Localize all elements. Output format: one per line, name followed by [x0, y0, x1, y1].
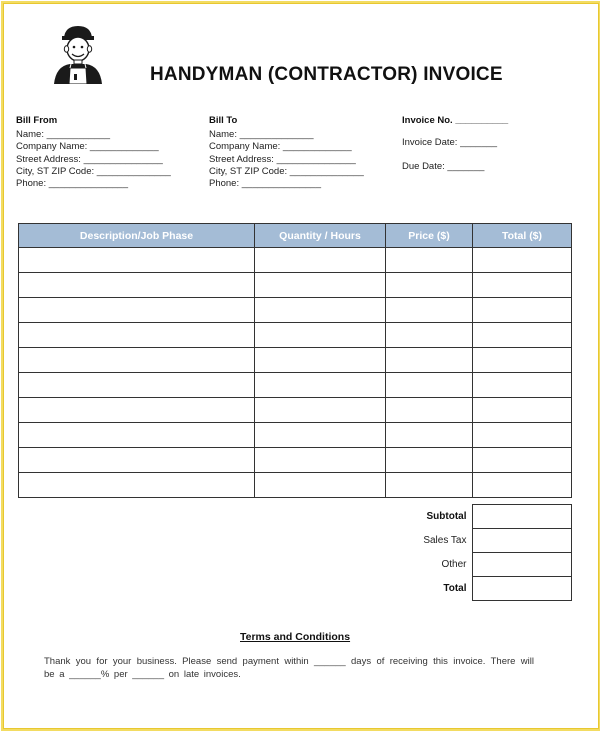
price-cell[interactable]: [386, 323, 473, 348]
invoice-number-field: Invoice No. __________: [402, 115, 509, 126]
total-cell[interactable]: [473, 348, 572, 373]
table-row: [19, 248, 572, 273]
table-row: [19, 448, 572, 473]
quantity-cell[interactable]: [255, 273, 386, 298]
quantity-cell[interactable]: [255, 373, 386, 398]
description-cell[interactable]: [19, 473, 255, 498]
totals-table: [18, 504, 572, 601]
bill-to-section: [209, 115, 394, 190]
total-value-box[interactable]: [472, 577, 571, 601]
sales-tax-row: [18, 529, 571, 553]
table-row: [19, 398, 572, 423]
bill-from-street-field: Street Address: _______________: [16, 153, 163, 165]
table-header-row: [19, 224, 572, 248]
total-cell[interactable]: [473, 423, 572, 448]
table-row: [19, 423, 572, 448]
quantity-cell[interactable]: [255, 348, 386, 373]
terms-text: Thank you for your business. Please send payment within ______ days of receiving this invoice. There will be a ______% per ______ on late invoices.: [44, 656, 534, 680]
total-cell[interactable]: [473, 448, 572, 473]
column-header-price: Price ($): [386, 224, 473, 248]
subtotal-label: Subtotal: [426, 511, 467, 522]
price-cell[interactable]: [386, 473, 473, 498]
column-header-total: Total ($): [473, 224, 572, 248]
sales-tax-label: Sales Tax: [423, 535, 467, 546]
total-cell[interactable]: [473, 373, 572, 398]
other-label: Other: [441, 559, 467, 570]
description-cell[interactable]: [19, 448, 255, 473]
line-items-table: [18, 223, 572, 498]
description-cell[interactable]: [19, 248, 255, 273]
bill-from-city-field: City, ST ZIP Code: ______________: [16, 165, 171, 177]
invoice-page: [3, 3, 599, 729]
subtotal-value-box[interactable]: [472, 505, 571, 529]
invoice-title: HANDYMAN (CONTRACTOR) INVOICE: [150, 64, 503, 85]
total-cell[interactable]: [473, 473, 572, 498]
bill-to-company-field: Company Name: _____________: [209, 141, 352, 153]
price-cell[interactable]: [386, 248, 473, 273]
total-cell[interactable]: [473, 273, 572, 298]
bill-from-section: [16, 115, 201, 190]
total-label: Total: [443, 583, 467, 594]
table-row: [19, 273, 572, 298]
description-cell[interactable]: [19, 423, 255, 448]
bill-from-heading: Bill From: [16, 115, 58, 126]
sales-tax-value-box[interactable]: [472, 529, 571, 553]
price-cell[interactable]: [386, 373, 473, 398]
price-cell[interactable]: [386, 448, 473, 473]
quantity-cell[interactable]: [255, 248, 386, 273]
bill-to-street-field: Street Address: _______________: [209, 153, 356, 165]
quantity-cell[interactable]: [255, 423, 386, 448]
description-cell[interactable]: [19, 398, 255, 423]
total-cell[interactable]: [473, 398, 572, 423]
bill-from-phone-field: Phone: _______________: [16, 178, 129, 190]
quantity-cell[interactable]: [255, 473, 386, 498]
quantity-cell[interactable]: [255, 448, 386, 473]
quantity-cell[interactable]: [255, 398, 386, 423]
description-cell[interactable]: [19, 298, 255, 323]
bill-to-phone-field: Phone: _______________: [209, 178, 322, 190]
other-value-box[interactable]: [472, 553, 571, 577]
bill-to-name-field: Name: ______________: [209, 129, 314, 141]
column-header-quantity: Quantity / Hours: [255, 224, 386, 248]
description-cell[interactable]: [19, 323, 255, 348]
total-cell[interactable]: [473, 323, 572, 348]
price-cell[interactable]: [386, 398, 473, 423]
terms-heading: Terms and Conditions: [240, 631, 351, 643]
price-cell[interactable]: [386, 348, 473, 373]
invoice-info-section: [402, 115, 582, 186]
table-row: [19, 323, 572, 348]
subtotal-row: [18, 505, 571, 529]
handyman-avatar-icon: [50, 22, 106, 84]
description-cell[interactable]: [19, 348, 255, 373]
table-row: [19, 348, 572, 373]
due-date-field: Due Date: _______: [402, 161, 485, 173]
bill-from-name-field: Name: ____________: [16, 129, 111, 141]
bill-to-city-field: City, ST ZIP Code: ______________: [209, 165, 364, 177]
total-cell[interactable]: [473, 298, 572, 323]
table-row: [19, 298, 572, 323]
invoice-date-field: Invoice Date: _______: [402, 137, 498, 149]
quantity-cell[interactable]: [255, 298, 386, 323]
total-row: [18, 577, 571, 601]
description-cell[interactable]: [19, 373, 255, 398]
bill-from-company-field: Company Name: _____________: [16, 141, 159, 153]
other-row: [18, 553, 571, 577]
total-cell[interactable]: [473, 248, 572, 273]
price-cell[interactable]: [386, 273, 473, 298]
price-cell[interactable]: [386, 423, 473, 448]
price-cell[interactable]: [386, 298, 473, 323]
table-row: [19, 373, 572, 398]
table-row: [19, 473, 572, 498]
description-cell[interactable]: [19, 273, 255, 298]
quantity-cell[interactable]: [255, 323, 386, 348]
bill-to-heading: Bill To: [209, 115, 238, 126]
column-header-description: Description/Job Phase: [19, 224, 255, 248]
